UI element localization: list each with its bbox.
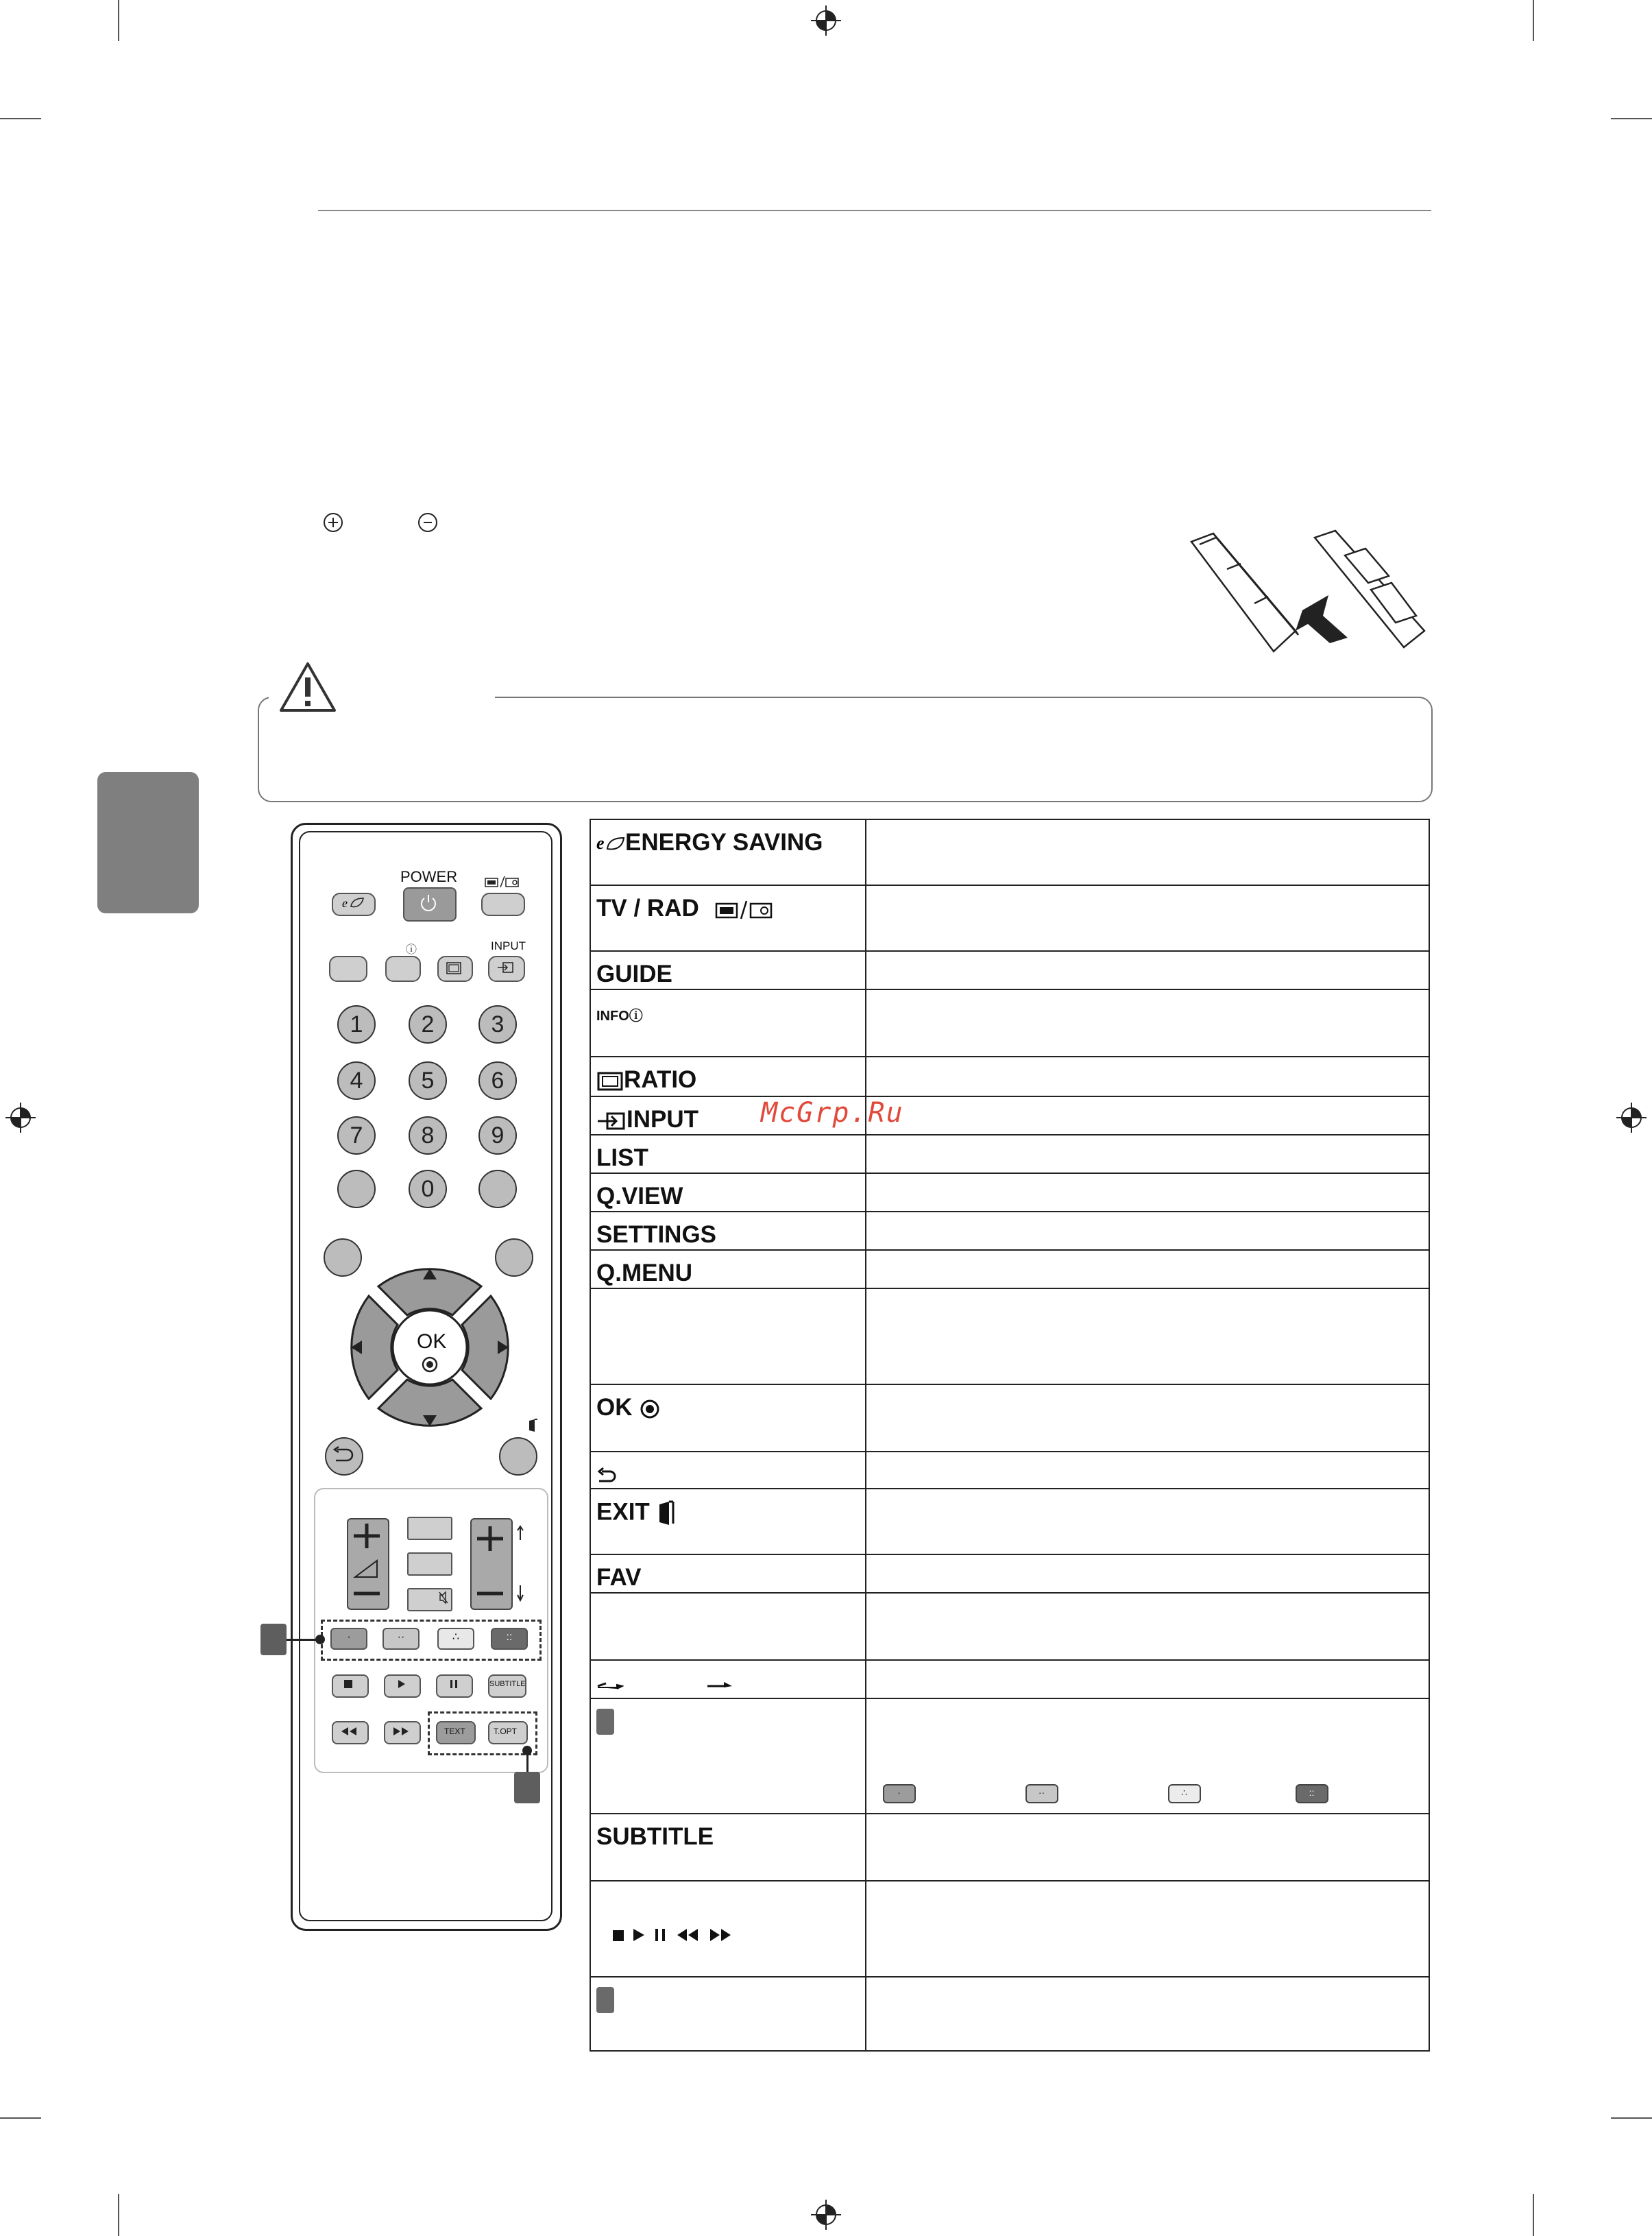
- power-label: POWER: [400, 868, 458, 885]
- table-row-key: [590, 1554, 866, 1593]
- number-key-4[interactable]: 4: [337, 1061, 376, 1100]
- table-row-desc: [866, 1489, 1429, 1554]
- number-key-9[interactable]: 9: [478, 1116, 517, 1155]
- t-opt-button-label: T.OPT: [494, 1727, 518, 1736]
- tv-rad-button[interactable]: [481, 893, 525, 916]
- warning-triangle-icon: [277, 660, 339, 714]
- table-row-desc: [866, 1881, 1429, 1977]
- text-button-label: TEXT: [444, 1727, 465, 1736]
- blue-key-icon: ::: [1296, 1784, 1328, 1803]
- exit-icon: [657, 1499, 676, 1528]
- crop-mark: [1611, 2117, 1652, 2119]
- minus-terminal-icon: [417, 512, 439, 533]
- yellow-key[interactable]: ∴: [437, 1628, 474, 1650]
- table-row-desc: [866, 1288, 1429, 1384]
- registration-mark-icon: [1616, 1103, 1647, 1133]
- table-row-key: [590, 1660, 866, 1698]
- volume-icon: [347, 1518, 387, 1607]
- key-name: RATIO: [624, 1066, 697, 1093]
- number-key-1[interactable]: 1: [337, 1005, 376, 1044]
- ok-label: OK: [417, 1330, 447, 1353]
- info-small-icon: ⓘ: [406, 944, 417, 956]
- table-row-desc: [866, 819, 1429, 885]
- fav-button[interactable]: [407, 1517, 452, 1540]
- number-key-3[interactable]: 3: [478, 1005, 517, 1044]
- table-row-desc: [866, 1212, 1429, 1250]
- table-row-desc: [866, 989, 1429, 1057]
- table-row-key: [590, 885, 866, 951]
- exit-button[interactable]: [499, 1437, 537, 1476]
- info-icon: ⓘ: [629, 1009, 643, 1024]
- input-icon: [496, 961, 514, 974]
- callout-marker-2: [514, 1772, 540, 1803]
- table-row-desc: [866, 1057, 1429, 1096]
- input-icon: [596, 1111, 627, 1131]
- key-name: SUBTITLE: [596, 1823, 714, 1850]
- table-row-key: [590, 1814, 866, 1881]
- table-row-key: [590, 1288, 866, 1384]
- play-icon: [396, 1679, 407, 1690]
- playback-icons: [610, 1925, 761, 1945]
- table-row-desc: [866, 1660, 1429, 1698]
- key-name: TV / RAD: [596, 895, 699, 922]
- ok-dot-icon: [639, 1398, 661, 1420]
- back-icon: [596, 1467, 617, 1485]
- svg-text:e: e: [596, 833, 605, 853]
- number-key-6[interactable]: 6: [478, 1061, 517, 1100]
- tv-radio-icon: [714, 898, 775, 922]
- table-row-key: [590, 1384, 866, 1452]
- crop-mark: [1611, 118, 1652, 119]
- green-key-icon: ··: [1025, 1784, 1058, 1803]
- key-name: INPUT: [627, 1106, 699, 1133]
- registration-mark-icon: [811, 2200, 841, 2230]
- key-name: FAV: [596, 1564, 642, 1591]
- key-name: OK: [596, 1394, 633, 1421]
- callout-marker-2-icon: [596, 1987, 614, 2013]
- number-key-2[interactable]: 2: [409, 1005, 447, 1044]
- rewind-icon: [340, 1727, 358, 1736]
- table-row-desc: [866, 1250, 1429, 1288]
- q-view-button[interactable]: [478, 1170, 517, 1208]
- crop-mark: [1533, 0, 1534, 41]
- table-row-desc: [866, 1135, 1429, 1173]
- av-mode-button[interactable]: [407, 1552, 452, 1576]
- table-row-key: [590, 1698, 866, 1814]
- ratio-icon: [446, 961, 462, 975]
- section-tab: [97, 772, 199, 913]
- exit-small-icon: [528, 1418, 539, 1433]
- table-row-key: [590, 1173, 866, 1212]
- stop-icon: [344, 1680, 352, 1688]
- table-row-key: [590, 1977, 866, 2051]
- key-name: SETTINGS: [596, 1221, 717, 1248]
- svg-text:e: e: [342, 896, 348, 910]
- red-key-icon: ·: [883, 1784, 916, 1803]
- key-name: ENERGY SAVING: [625, 829, 823, 856]
- page-up-down-icon: [515, 1524, 525, 1606]
- mute-icon: [439, 1591, 448, 1604]
- crop-mark: [118, 0, 119, 41]
- green-key[interactable]: ··: [382, 1628, 420, 1650]
- table-row-key: [590, 1135, 866, 1173]
- table-row-desc: [866, 1452, 1429, 1489]
- table-row-key: [590, 1452, 866, 1489]
- table-row-key: [590, 1881, 866, 1977]
- table-row-key: [590, 1250, 866, 1288]
- table-row-key: [590, 819, 866, 885]
- guide-button[interactable]: [329, 956, 367, 982]
- key-name: LIST: [596, 1144, 648, 1171]
- number-key-5[interactable]: 5: [409, 1061, 447, 1100]
- table-row-key: [590, 1212, 866, 1250]
- watermark: McGrp.Ru: [761, 1097, 904, 1129]
- energy-saving-icon: [341, 895, 365, 911]
- pause-icon: [448, 1679, 459, 1690]
- yellow-key-icon: ∴: [1168, 1784, 1201, 1803]
- table-row-desc: [866, 1977, 1429, 2051]
- table-row-key: [590, 951, 866, 989]
- crop-mark: [1533, 2194, 1534, 2236]
- table-row-key: [590, 1096, 866, 1135]
- subtitle-button-label: SUBTITLE: [489, 1680, 526, 1688]
- page-down-icon: [706, 1679, 733, 1690]
- info-button[interactable]: [385, 956, 421, 982]
- crop-mark: [0, 118, 41, 119]
- key-name: GUIDE: [596, 961, 672, 987]
- key-name: EXIT: [596, 1498, 650, 1526]
- number-key-8[interactable]: 8: [409, 1116, 447, 1155]
- tv-radio-icon: [484, 875, 521, 889]
- channel-icon: [470, 1518, 510, 1607]
- registration-mark-icon: [5, 1103, 36, 1133]
- table-row-desc: [866, 951, 1429, 989]
- key-name: INFO: [596, 1009, 629, 1024]
- table-row-desc: [866, 1814, 1429, 1881]
- callout-marker-1-icon: [596, 1709, 614, 1735]
- callout-marker-1: [260, 1624, 287, 1655]
- table-row-desc: [866, 1384, 1429, 1452]
- blue-key[interactable]: ::: [491, 1628, 528, 1650]
- table-row-desc: [866, 1173, 1429, 1212]
- ratio-icon: [596, 1070, 624, 1092]
- key-name: Q.VIEW: [596, 1183, 683, 1210]
- energy-saving-icon: [596, 834, 625, 854]
- table-row-key: [590, 989, 866, 1057]
- power-icon: [418, 893, 439, 913]
- crop-mark: [118, 2194, 119, 2236]
- table-row-key: [590, 1489, 866, 1554]
- table-row-key: [590, 1593, 866, 1660]
- fast-forward-icon: [392, 1727, 410, 1736]
- table-row-desc: [866, 1698, 1429, 1814]
- table-row-desc: [866, 1554, 1429, 1593]
- plus-terminal-icon: [322, 512, 344, 533]
- table-row-desc: [866, 1096, 1429, 1135]
- input-label: INPUT: [491, 939, 526, 952]
- back-icon: [332, 1445, 354, 1465]
- red-key[interactable]: ·: [330, 1628, 367, 1650]
- crop-mark: [0, 2117, 41, 2119]
- callout-dot: [522, 1746, 532, 1755]
- number-key-0[interactable]: 0: [409, 1170, 447, 1208]
- table-row-desc: [866, 885, 1429, 951]
- key-description-table: [590, 819, 1430, 2052]
- page-up-icon: [596, 1679, 624, 1690]
- list-button[interactable]: [337, 1170, 376, 1208]
- number-key-7[interactable]: 7: [337, 1116, 376, 1155]
- header-rule: [318, 210, 1431, 211]
- table-row-key: [590, 1057, 866, 1096]
- registration-mark-icon: [811, 5, 841, 36]
- table-row-desc: [866, 1593, 1429, 1660]
- callout-dot: [315, 1635, 325, 1644]
- battery-cover-illustration-icon: [1186, 528, 1433, 665]
- key-name: Q.MENU: [596, 1260, 692, 1286]
- caution-box: [258, 697, 1433, 802]
